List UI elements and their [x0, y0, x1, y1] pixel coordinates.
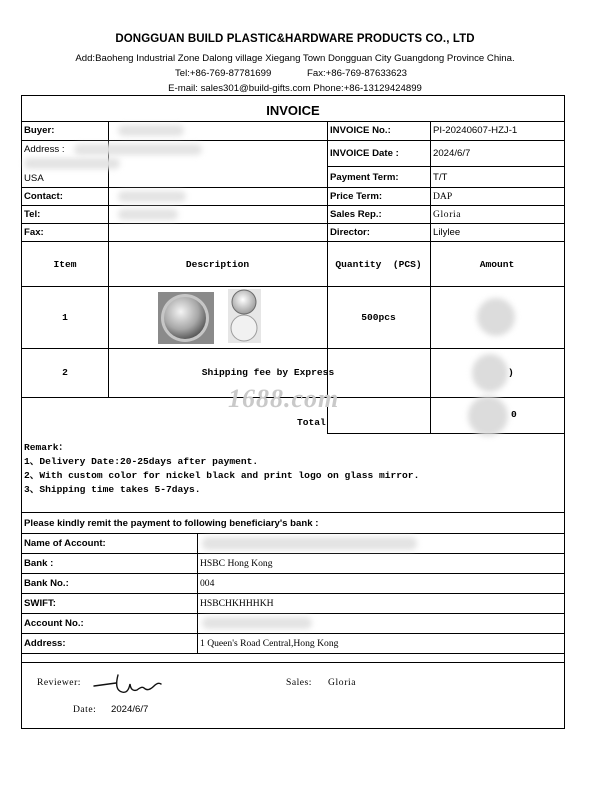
company-address: Add:Baoheng Industrial Zone Dalong village Xiegang Town Dongguan City Guangdong Province China. — [75, 53, 515, 64]
redacted-account-name — [202, 537, 417, 550]
bank-label-address: Address: — [24, 638, 66, 649]
total-label: Total — [297, 417, 326, 428]
divider — [327, 166, 564, 167]
divider — [22, 121, 564, 122]
divider — [22, 662, 564, 663]
divider — [327, 433, 564, 434]
divider — [22, 223, 564, 224]
contact-label: Contact: — [24, 191, 63, 202]
redacted-address — [74, 144, 202, 155]
divider — [22, 187, 564, 188]
invoice-date-value: 2024/6/7 — [433, 148, 471, 159]
divider — [22, 613, 564, 614]
director-label: Director: — [330, 227, 370, 238]
tel-label: Tel: — [24, 209, 41, 220]
bank-value-bank-no: 004 — [200, 578, 215, 589]
remark-line: 1、Delivery Date:20-25days after payment. — [24, 456, 259, 467]
company-tel: Tel:+86-769-87781699 — [175, 68, 272, 79]
price-term-value: DAP — [433, 191, 453, 202]
col-header-item: Item — [53, 259, 77, 270]
divider — [22, 553, 564, 554]
price-term-label: Price Term: — [330, 191, 383, 202]
redacted-amount — [472, 354, 508, 392]
bank-intro: Please kindly remit the payment to following beneficiary's bank : — [24, 518, 319, 529]
director-value: Lilylee — [433, 227, 461, 238]
divider — [22, 573, 564, 574]
divider — [22, 286, 564, 287]
divider — [430, 121, 431, 433]
divider — [22, 241, 564, 242]
redacted-amount — [477, 298, 515, 336]
date-value: 2024/6/7 — [111, 704, 149, 715]
redacted-contact — [118, 191, 186, 202]
buyer-country: USA — [24, 173, 44, 184]
company-fax: Fax:+86-769-87633623 — [307, 68, 408, 79]
bank-value-address: 1 Queen's Road Central,Hong Kong — [200, 638, 339, 649]
reviewer-label: Reviewer: — [37, 677, 81, 688]
bank-label-bank-no: Bank No.: — [24, 578, 69, 589]
invoice-no-label: INVOICE No.: — [330, 125, 391, 136]
divider — [197, 533, 198, 653]
redacted-tel — [118, 209, 178, 220]
divider — [22, 593, 564, 594]
product-mirror-image — [158, 292, 214, 344]
redacted-buyer — [118, 125, 184, 136]
col-header-description: Description — [185, 259, 250, 270]
row2-item: 2 — [62, 367, 68, 378]
reviewer-signature — [92, 670, 164, 698]
date-label: Date: — [73, 704, 97, 715]
row1-item: 1 — [62, 312, 68, 323]
invoice-no-value: PI-20240607-HZJ-1 — [433, 125, 518, 136]
divider — [22, 512, 564, 513]
sales-name: Gloria — [328, 677, 357, 688]
divider — [22, 653, 564, 654]
divider — [22, 140, 564, 141]
divider — [22, 633, 564, 634]
bank-label-account-no: Account No.: — [24, 618, 84, 629]
sales-rep-label: Sales Rep.: — [330, 209, 382, 220]
total-value: 0 — [511, 409, 517, 420]
payment-term-value: T/T — [433, 172, 448, 183]
payment-term-label: Payment Term: — [330, 172, 399, 183]
sales-rep-value: Gloria — [433, 209, 462, 220]
buyer-label: Buyer: — [24, 125, 55, 136]
row2-description: Shipping fee by Express — [201, 367, 335, 378]
remark-line: 3、Shipping time takes 5-7days. — [24, 484, 201, 495]
company-name: DONGGUAN BUILD PLASTIC&HARDWARE PRODUCTS CO., LTD — [115, 33, 475, 45]
bank-label-account-name: Name of Account: — [24, 538, 106, 549]
redacted-total — [468, 396, 508, 436]
fax-label: Fax: — [24, 227, 44, 238]
invoice-date-label: INVOICE Date : — [330, 148, 399, 159]
product-mirror-open-image — [228, 289, 261, 343]
remark-line: 2、With custom color for nickel black and print logo on glass mirror. — [24, 470, 420, 481]
bank-value-swift: HSBCHKHHHKH — [200, 598, 274, 609]
bank-label-swift: SWIFT: — [24, 598, 56, 609]
watermark: 1688.com — [228, 384, 340, 413]
col-header-amount: Amount — [479, 259, 515, 270]
address-label: Address : — [24, 144, 65, 155]
bank-label-bank: Bank : — [24, 558, 54, 569]
col-header-quantity: Quantity (PCS) — [335, 259, 422, 270]
bank-value-bank: HSBC Hong Kong — [200, 558, 273, 569]
row1-quantity: 500pcs — [361, 312, 396, 323]
divider — [22, 348, 564, 349]
remark-title: Remark： — [24, 442, 69, 453]
redacted-account-no — [202, 617, 312, 629]
divider — [22, 205, 564, 206]
sales-label: Sales: — [286, 677, 312, 688]
invoice-title: INVOICE — [266, 103, 320, 118]
divider — [22, 533, 564, 534]
company-email-phone: E-mail: sales301@build-gifts.com Phone:+86-13129424899 — [168, 83, 422, 94]
row2-amount: ) — [508, 367, 514, 378]
redacted-address — [24, 158, 120, 169]
